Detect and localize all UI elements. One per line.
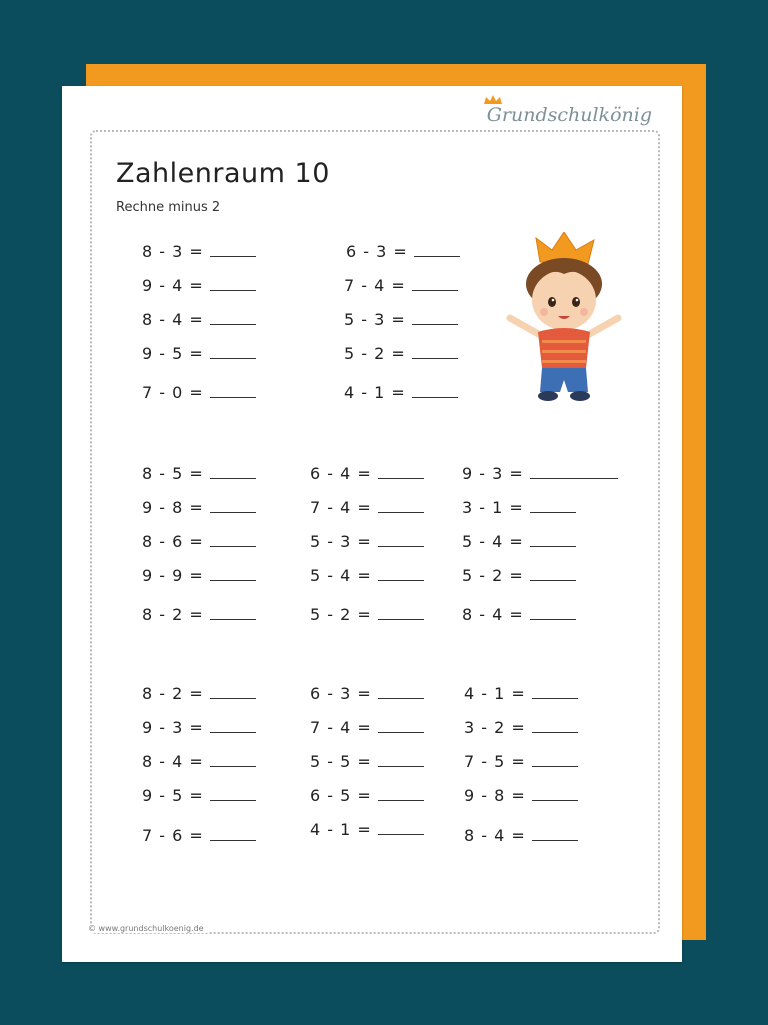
- task-expression: 5 - 2 =: [344, 344, 406, 363]
- answer-blank[interactable]: [532, 799, 578, 801]
- brand-logo: [481, 104, 658, 126]
- answer-blank[interactable]: [532, 731, 578, 733]
- task-expression: 4 - 1 =: [310, 820, 372, 839]
- math-task: [142, 498, 256, 517]
- math-task: [310, 786, 424, 805]
- math-task: [310, 684, 424, 703]
- task-expression: 7 - 4 =: [310, 718, 372, 737]
- math-task: [464, 684, 578, 703]
- answer-blank[interactable]: [530, 545, 576, 547]
- task-expression: 5 - 2 =: [310, 605, 372, 624]
- task-expression: 8 - 4 =: [142, 310, 204, 329]
- task-expression: 9 - 4 =: [142, 276, 204, 295]
- math-task: [462, 566, 576, 585]
- answer-blank[interactable]: [532, 839, 578, 841]
- answer-blank[interactable]: [378, 477, 424, 479]
- math-task: [462, 605, 576, 624]
- answer-blank[interactable]: [210, 697, 256, 699]
- math-task: [344, 383, 458, 402]
- answer-blank[interactable]: [378, 618, 424, 620]
- answer-blank[interactable]: [412, 289, 458, 291]
- task-expression: 7 - 0 =: [142, 383, 204, 402]
- task-expression: 8 - 4 =: [462, 605, 524, 624]
- math-task: [142, 532, 256, 551]
- math-task: [142, 344, 256, 363]
- worksheet-title: Zahlenraum 10: [116, 158, 330, 189]
- answer-blank[interactable]: [378, 697, 424, 699]
- task-expression: 3 - 2 =: [464, 718, 526, 737]
- task-expression: 9 - 3 =: [462, 464, 524, 483]
- answer-blank[interactable]: [210, 396, 256, 398]
- answer-blank[interactable]: [378, 579, 424, 581]
- math-task: [344, 344, 458, 363]
- task-expression: 8 - 5 =: [142, 464, 204, 483]
- answer-blank[interactable]: [378, 511, 424, 513]
- math-task: [142, 310, 256, 329]
- math-task: [462, 498, 576, 517]
- task-expression: 7 - 6 =: [142, 826, 204, 845]
- math-task: [464, 826, 578, 845]
- task-expression: 9 - 8 =: [142, 498, 204, 517]
- task-expression: 8 - 4 =: [464, 826, 526, 845]
- math-task: [142, 826, 256, 845]
- math-task: [142, 786, 256, 805]
- task-expression: 6 - 5 =: [310, 786, 372, 805]
- math-task: [344, 310, 458, 329]
- task-expression: 9 - 5 =: [142, 786, 204, 805]
- math-task: [344, 276, 458, 295]
- task-expression: 8 - 3 =: [142, 242, 204, 261]
- footer-copyright: © www.grundschulkoenig.de: [84, 924, 208, 933]
- task-expression: 9 - 8 =: [464, 786, 526, 805]
- task-expression: 5 - 3 =: [344, 310, 406, 329]
- task-expression: 7 - 5 =: [464, 752, 526, 771]
- worksheet-subtitle: Rechne minus 2: [116, 200, 221, 215]
- task-expression: 8 - 2 =: [142, 684, 204, 703]
- boy-with-crown-illustration: [502, 232, 626, 402]
- answer-blank[interactable]: [210, 323, 256, 325]
- math-task: [462, 464, 618, 483]
- math-task: [310, 498, 424, 517]
- answer-blank[interactable]: [378, 545, 424, 547]
- answer-blank[interactable]: [210, 289, 256, 291]
- task-expression: 5 - 3 =: [310, 532, 372, 551]
- math-task: [142, 684, 256, 703]
- math-task: [142, 276, 256, 295]
- math-task: [142, 752, 256, 771]
- task-expression: 4 - 1 =: [344, 383, 406, 402]
- math-task: [310, 820, 424, 839]
- answer-blank[interactable]: [210, 255, 256, 257]
- task-expression: 5 - 5 =: [310, 752, 372, 771]
- answer-blank[interactable]: [210, 618, 256, 620]
- answer-blank[interactable]: [412, 396, 458, 398]
- task-expression: 9 - 5 =: [142, 344, 204, 363]
- answer-blank[interactable]: [412, 357, 458, 359]
- answer-blank[interactable]: [210, 545, 256, 547]
- math-task: [464, 786, 578, 805]
- worksheet-page: [62, 86, 682, 962]
- answer-blank[interactable]: [378, 833, 424, 835]
- task-expression: 8 - 2 =: [142, 605, 204, 624]
- answer-blank[interactable]: [412, 323, 458, 325]
- answer-blank[interactable]: [378, 731, 424, 733]
- answer-blank[interactable]: [530, 579, 576, 581]
- answer-blank[interactable]: [530, 618, 576, 620]
- answer-blank[interactable]: [210, 839, 256, 841]
- crown-icon: [483, 95, 503, 105]
- answer-blank[interactable]: [530, 511, 576, 513]
- math-task: [142, 242, 256, 261]
- task-expression: 5 - 4 =: [310, 566, 372, 585]
- math-task: [462, 532, 576, 551]
- task-expression: 6 - 3 =: [310, 684, 372, 703]
- math-task: [142, 605, 256, 624]
- math-task: [310, 718, 424, 737]
- brand-name: Grundschulkönig: [486, 104, 652, 126]
- math-task: [310, 566, 424, 585]
- answer-blank[interactable]: [414, 255, 460, 257]
- task-expression: 9 - 3 =: [142, 718, 204, 737]
- task-expression: 3 - 1 =: [462, 498, 524, 517]
- task-expression: 6 - 4 =: [310, 464, 372, 483]
- answer-blank[interactable]: [532, 765, 578, 767]
- task-expression: 8 - 6 =: [142, 532, 204, 551]
- math-task: [142, 718, 256, 737]
- task-expression: 5 - 4 =: [462, 532, 524, 551]
- task-expression: 6 - 3 =: [346, 242, 408, 261]
- answer-blank[interactable]: [210, 765, 256, 767]
- task-expression: 8 - 4 =: [142, 752, 204, 771]
- answer-blank[interactable]: [210, 731, 256, 733]
- math-task: [310, 464, 424, 483]
- answer-blank[interactable]: [210, 357, 256, 359]
- math-task: [142, 464, 256, 483]
- math-task: [310, 532, 424, 551]
- math-task: [310, 605, 424, 624]
- math-task: [464, 718, 578, 737]
- math-task: [346, 242, 460, 261]
- task-expression: 7 - 4 =: [310, 498, 372, 517]
- math-task: [142, 383, 256, 402]
- answer-blank[interactable]: [210, 579, 256, 581]
- task-expression: 9 - 9 =: [142, 566, 204, 585]
- math-task: [142, 566, 256, 585]
- answer-blank[interactable]: [530, 477, 618, 479]
- task-expression: 4 - 1 =: [464, 684, 526, 703]
- answer-blank[interactable]: [378, 799, 424, 801]
- answer-blank[interactable]: [210, 511, 256, 513]
- answer-blank[interactable]: [210, 799, 256, 801]
- task-expression: 7 - 4 =: [344, 276, 406, 295]
- math-task: [310, 752, 424, 771]
- answer-blank[interactable]: [532, 697, 578, 699]
- answer-blank[interactable]: [378, 765, 424, 767]
- answer-blank[interactable]: [210, 477, 256, 479]
- task-expression: 5 - 2 =: [462, 566, 524, 585]
- math-task: [464, 752, 578, 771]
